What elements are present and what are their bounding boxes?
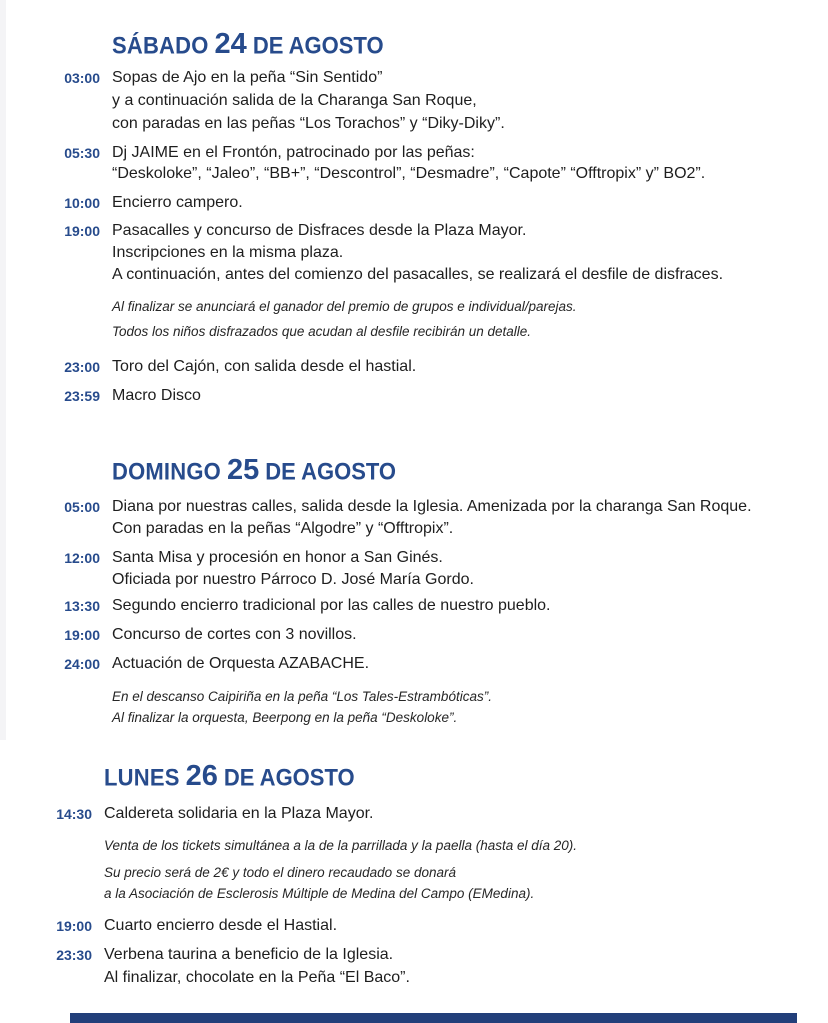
event-line: Inscripciones en la misma plaza. — [112, 244, 344, 261]
event-note: Al finalizar se anunciará el ganador del premio de grupos e individual/parejas. — [112, 299, 577, 314]
event-time: 23:59 — [64, 388, 100, 404]
event-note: Al finalizar la orquesta, Beerpong en la peña “Deskoloke”. — [112, 710, 458, 725]
day-name: SÁBADO — [112, 31, 209, 59]
event-time: 03:00 — [64, 70, 100, 86]
day-title-sabado — [112, 28, 384, 62]
event-line: “Deskoloke”, “Jaleo”, “BB+”, “Descontrol”, “Desmadre”, “Capote” “Offtropix” y” BO2”. — [112, 165, 706, 182]
event-time: 14:30 — [56, 806, 92, 822]
event-time: 19:00 — [56, 918, 92, 934]
event-line: Con paradas en la peñas “Algodre” y “Offtropix”. — [112, 520, 454, 537]
event-line: Santa Misa y procesión en honor a San Ginés. — [112, 549, 443, 566]
day-title-domingo — [112, 454, 396, 488]
event-line: Concurso de cortes con 3 novillos. — [112, 626, 357, 643]
event-line: Pasacalles y concurso de Disfraces desde la Plaza Mayor. — [112, 222, 527, 239]
event-note: a la Asociación de Esclerosis Múltiple de Medina del Campo (EMedina). — [104, 886, 535, 901]
day-month: DE AGOSTO — [223, 763, 355, 791]
footer-bar — [70, 1013, 797, 1023]
day-title-lunes — [104, 760, 355, 794]
event-time: 19:00 — [64, 627, 100, 643]
day-month: DE AGOSTO — [252, 31, 384, 59]
day-number: 26 — [185, 760, 218, 792]
event-line: con paradas en las peñas “Los Torachos” y “Diky-Diky”. — [112, 115, 505, 132]
event-line: A continuación, antes del comienzo del pasacalles, se realizará el desfile de disfraces. — [112, 266, 724, 283]
event-line: Dj JAIME en el Frontón, patrocinado por las peñas: — [112, 144, 475, 161]
event-time: 23:00 — [64, 359, 100, 375]
event-line: Cuarto encierro desde el Hastial. — [104, 917, 338, 934]
event-line: Al finalizar, chocolate en la Peña “El Baco”. — [104, 969, 410, 986]
event-time: 10:00 — [64, 195, 100, 211]
event-line: y a continuación salida de la Charanga San Roque, — [112, 92, 477, 109]
day-name: LUNES — [104, 763, 180, 791]
day-name: DOMINGO — [112, 457, 221, 485]
event-line: Diana por nuestras calles, salida desde la Iglesia. Amenizada por la charanga San Roque. — [112, 498, 752, 515]
day-month: DE AGOSTO — [265, 457, 397, 485]
event-note: En el descanso Caipiriña en la peña “Los Tales-Estrambóticas”. — [112, 689, 492, 704]
event-line: Toro del Cajón, con salida desde el hastial. — [112, 358, 417, 375]
event-line: Segundo encierro tradicional por las calles de nuestro pueblo. — [112, 597, 551, 614]
event-line: Caldereta solidaria en la Plaza Mayor. — [104, 805, 374, 822]
day-number: 25 — [226, 454, 260, 486]
event-line: Verbena taurina a beneficio de la Iglesia. — [104, 946, 394, 963]
page-edge-strip — [0, 0, 6, 745]
event-note: Todos los niños disfrazados que acudan al desfile recibirán un detalle. — [112, 324, 532, 339]
event-line: Macro Disco — [112, 387, 201, 404]
event-note: Venta de los tickets simultánea a la de la parrillada y la paella (hasta el día 20). — [104, 838, 578, 853]
event-line: Oficiada por nuestro Párroco D. José María Gordo. — [112, 571, 474, 588]
event-time: 05:30 — [64, 145, 100, 161]
event-time: 05:00 — [64, 499, 100, 515]
event-time: 23:30 — [56, 947, 92, 963]
event-line: Sopas de Ajo en la peña “Sin Sentido” — [112, 69, 383, 86]
section-divider — [0, 740, 828, 752]
day-number: 24 — [214, 28, 247, 60]
event-time: 24:00 — [64, 656, 100, 672]
event-time: 19:00 — [64, 223, 100, 239]
event-line: Actuación de Orquesta AZABACHE. — [112, 655, 370, 672]
event-line: Encierro campero. — [112, 194, 243, 211]
event-time: 12:00 — [64, 550, 100, 566]
event-note: Su precio será de 2€ y todo el dinero recaudado se donará — [104, 865, 456, 880]
event-time: 13:30 — [64, 598, 100, 614]
